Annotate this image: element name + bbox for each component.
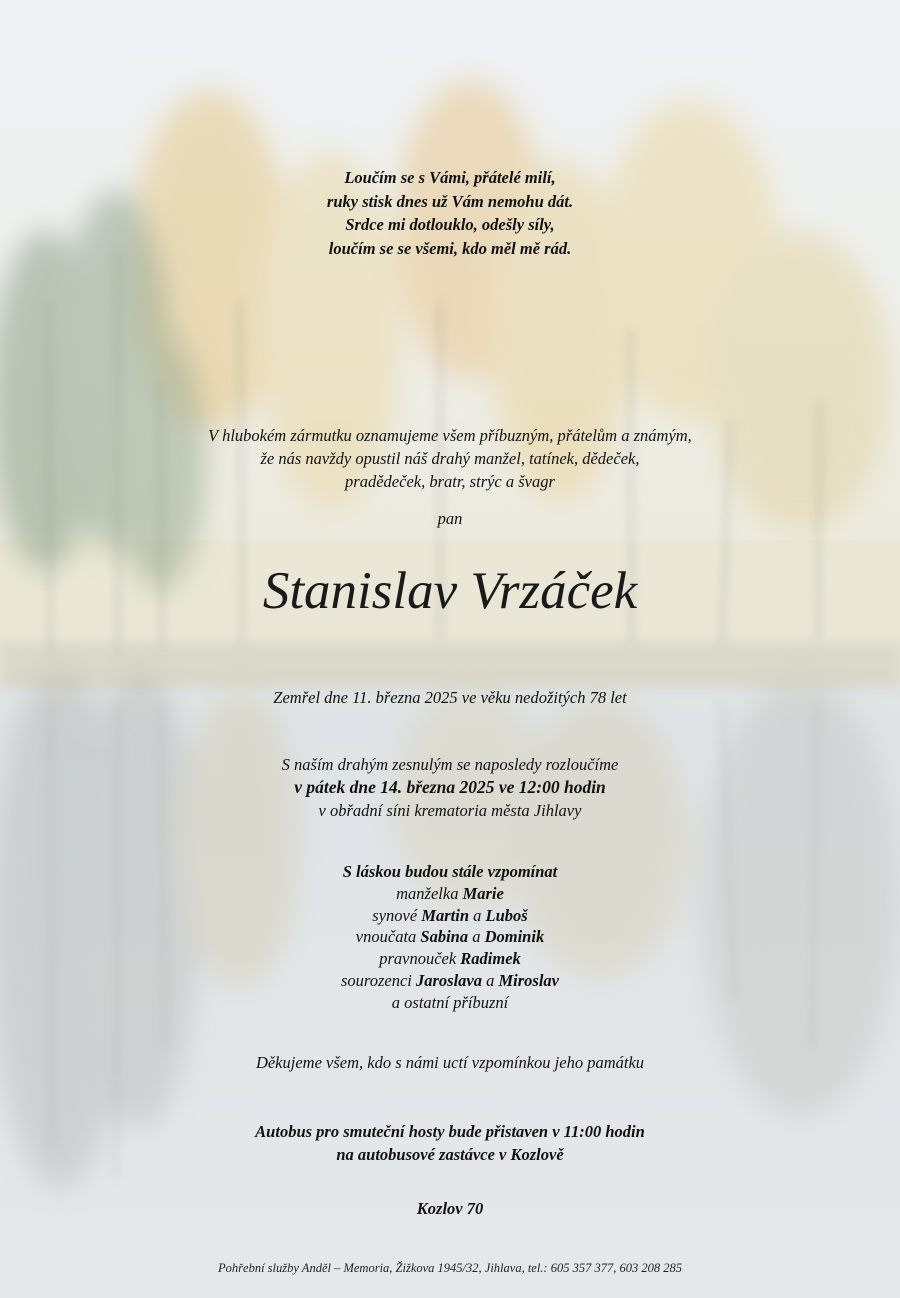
mourner-row xyxy=(0,883,900,905)
bus-line: Autobus pro smuteční hosty bude přistaven v 11:00 hodin xyxy=(255,1122,645,1141)
salutation: pan xyxy=(437,509,463,528)
conjunction: a xyxy=(473,905,482,925)
mourner-row xyxy=(0,926,900,948)
mourner-row xyxy=(0,905,900,927)
conjunction: a xyxy=(472,927,481,947)
mourner-row xyxy=(0,970,900,992)
poem-line: Loučím se s Vámi, přátelé milí, xyxy=(344,168,556,187)
deceased-name: Stanislav Vrzáček xyxy=(262,562,638,620)
thanks-line: Děkujeme všem, kdo s námi uctí vzpomínkou jeho památku xyxy=(255,1053,645,1072)
conjunction: a xyxy=(486,970,495,990)
farewell-intro: S naším drahým zesnulým se naposledy rozloučíme xyxy=(281,755,619,774)
mourner-name: Luboš xyxy=(485,905,528,925)
mourner-name: Miroslav xyxy=(498,970,560,990)
bus-line: na autobusové zastávce v Kozlově xyxy=(336,1145,564,1164)
announcement-line: že nás navždy opustil náš drahý manžel, tatínek, dědeček, xyxy=(260,449,640,468)
mourner-name: Dominik xyxy=(484,927,545,947)
mourner-name: Jaroslava xyxy=(416,970,482,990)
mourner-name: Radimek xyxy=(460,949,521,969)
family-address: Kozlov 70 xyxy=(416,1199,484,1218)
announcement-line: pradědeček, bratr, strýc a švagr xyxy=(345,472,555,491)
mourners-list xyxy=(0,861,900,1014)
mourner-name: Martin xyxy=(421,905,470,925)
relation-label: pravnouček xyxy=(379,949,457,969)
funeral-date-time: v pátek dne 14. března 2025 ve 12:00 hodin xyxy=(294,777,606,797)
relation-label: sourozenci xyxy=(340,970,412,990)
poem-line: loučím se se všemi, kdo měl mě rád. xyxy=(328,238,572,258)
poem-line: Srdce mi dotlouklo, odešly síly, xyxy=(345,215,555,234)
death-date-line: Zemřel dne 11. března 2025 ve věku nedožitých 78 let xyxy=(273,688,627,707)
mourner-row xyxy=(0,948,900,970)
mourner-name: Marie xyxy=(462,883,504,903)
mourners-heading: S láskou budou stále vzpomínat xyxy=(342,862,558,881)
poem-line: ruky stisk dnes už Vám nemohu dát. xyxy=(326,191,574,211)
farewell-poem xyxy=(0,166,900,260)
bus-notice xyxy=(0,1120,900,1166)
relation-label: manželka xyxy=(396,883,459,903)
relation-label: synové xyxy=(372,905,418,925)
announcement-text xyxy=(0,424,900,493)
announcement-line: V hlubokém zármutku oznamujeme všem příbuzným, přátelům a známým, xyxy=(208,426,692,445)
funeral-place: v obřadní síni krematoria města Jihlavy xyxy=(318,801,582,820)
relation-label: vnoučata xyxy=(355,927,417,947)
funeral-details xyxy=(0,753,900,822)
mourner-name: Sabina xyxy=(420,927,469,947)
funeral-service-footer: Pohřební služby Anděl – Memoria, Žižkova 1945/32, Jihlava, tel.: 605 357 377, 603 208 285 xyxy=(218,1261,682,1275)
other-relatives: a ostatní příbuzní xyxy=(391,992,509,1012)
